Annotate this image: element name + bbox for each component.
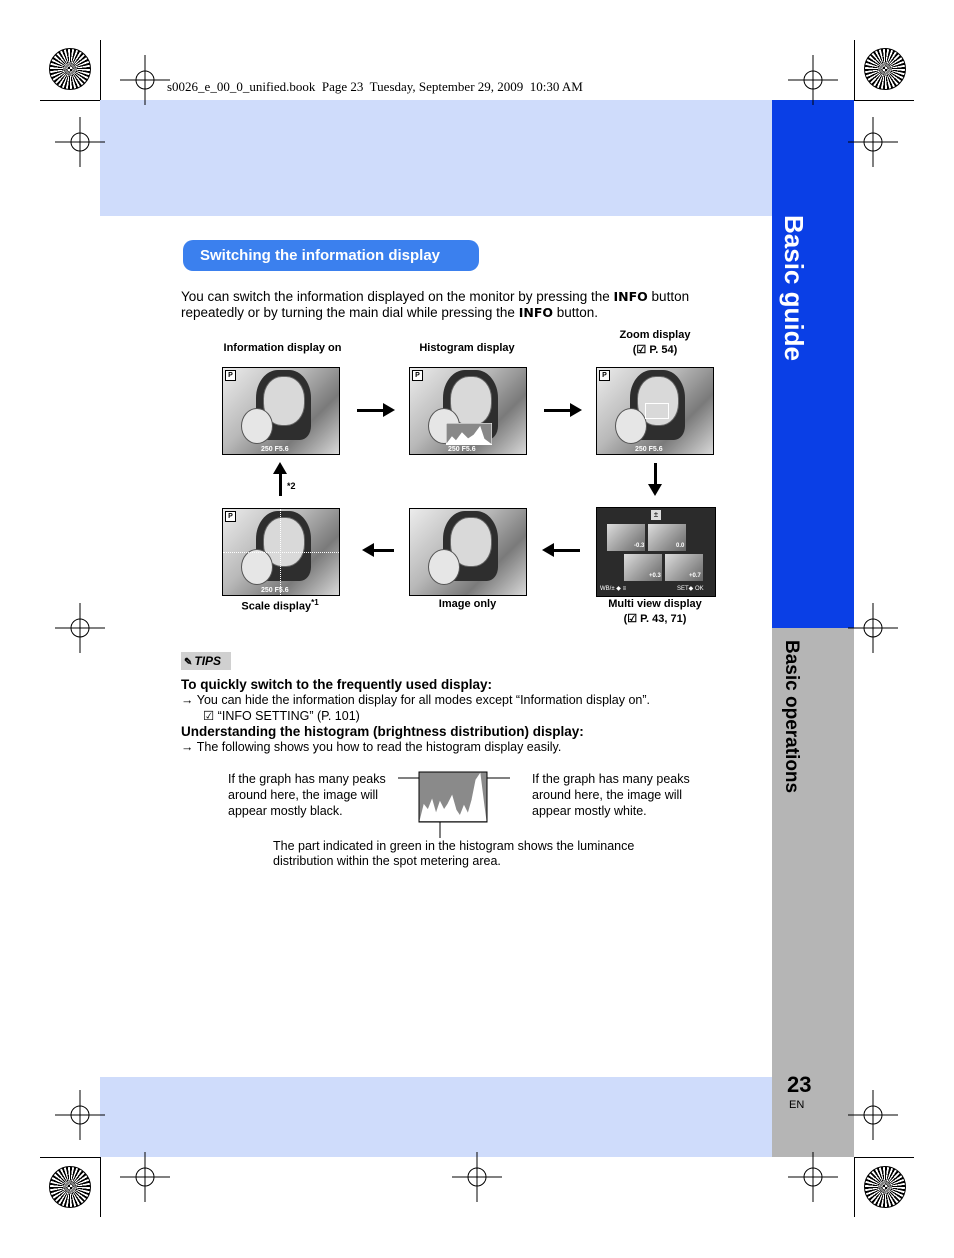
info-button-label: INFO bbox=[613, 289, 648, 304]
exposure-readout: 250 F5.6 bbox=[261, 446, 289, 453]
crop-line bbox=[40, 100, 100, 101]
tips-badge bbox=[181, 652, 231, 670]
intro-text-1: You can switch the information displayed on the monitor by pressing the bbox=[181, 289, 614, 304]
screen-zoom-display bbox=[596, 367, 714, 455]
screen-information-display-on bbox=[222, 367, 340, 455]
label-zoom-display: Zoom display bbox=[619, 329, 691, 341]
mode-indicator: P bbox=[225, 511, 236, 522]
label-zoom-ref: (☑ P. 54) bbox=[632, 344, 678, 356]
page-number: 23 bbox=[787, 1072, 812, 1097]
label-multi-view-display: Multi view display bbox=[608, 598, 702, 610]
tips-heading-2: Understanding the histogram (brightness distribution) display: bbox=[181, 724, 584, 739]
arrow-note: *2 bbox=[287, 481, 296, 491]
screen-image-only bbox=[409, 508, 527, 596]
top-band bbox=[100, 100, 772, 216]
exposure-readout: 250 F5.6 bbox=[448, 446, 476, 453]
scale-line-vertical bbox=[280, 509, 282, 595]
label-information-display-on: Information display on bbox=[223, 342, 342, 354]
photo-baby bbox=[241, 549, 273, 585]
intro-paragraph bbox=[181, 289, 741, 321]
histogram-note-right: If the graph has many peaks around here, the image will appear mostly white. bbox=[532, 772, 690, 818]
intro-text-2: button repeatedly or by turning the main dial while pressing the bbox=[181, 289, 690, 320]
zoom-frame bbox=[645, 403, 669, 419]
intro-text-3: button. bbox=[552, 305, 599, 320]
mode-indicator: P bbox=[225, 370, 236, 381]
mini-histogram bbox=[446, 423, 492, 445]
arrow-up-icon bbox=[279, 472, 282, 496]
arrow-right-icon bbox=[357, 409, 385, 412]
header-file-info: s0026_e_00_0_unified.book Page 23 Tuesday, September 29, 2009 10:30 AM bbox=[167, 79, 583, 94]
arrow-bullet-icon: → bbox=[181, 740, 197, 754]
tips-item-1-ref: ☑ “INFO SETTING” (P. 101) bbox=[203, 709, 360, 723]
info-button-label: INFO bbox=[518, 305, 553, 320]
arrow-left-icon bbox=[552, 549, 580, 552]
tips-item-2 bbox=[181, 740, 561, 755]
page-lang: EN bbox=[789, 1099, 805, 1111]
screen-histogram-display bbox=[409, 367, 527, 455]
crop-line bbox=[100, 1157, 101, 1217]
crop-line bbox=[854, 1157, 914, 1158]
multi-value: 0.0 bbox=[676, 543, 685, 549]
starburst-icon bbox=[864, 1166, 906, 1208]
multi-left-hint: WB/± ◆ ≡ bbox=[600, 586, 627, 592]
mode-indicator: P bbox=[412, 370, 423, 381]
tips-icon: ✎ bbox=[184, 657, 193, 668]
section-title: Switching the information display bbox=[183, 240, 479, 271]
photo-baby bbox=[241, 408, 273, 444]
label-scale-display bbox=[210, 598, 350, 613]
exposure-readout: 250 F5.6 bbox=[261, 587, 289, 594]
mode-indicator: P bbox=[599, 370, 610, 381]
tips-item-1-text: You can hide the information display for all modes except “Information display on”. bbox=[196, 693, 651, 707]
multi-top-icon: ± bbox=[651, 510, 661, 520]
crop-line bbox=[100, 40, 101, 100]
arrow-down-icon bbox=[654, 463, 657, 486]
multi-value: +0.3 bbox=[649, 573, 661, 579]
exposure-readout: 250 F5.6 bbox=[635, 446, 663, 453]
scale-note: *1 bbox=[311, 598, 319, 607]
histogram-note-bottom: The part indicated in green in the histogram shows the luminance distribution within the spot metering area. bbox=[273, 839, 635, 868]
bottom-band bbox=[100, 1077, 772, 1157]
label-histogram-display: Histogram display bbox=[419, 342, 515, 354]
multi-value: +0.7 bbox=[689, 573, 701, 579]
label-image-only: Image only bbox=[438, 598, 497, 610]
screen-scale-display bbox=[222, 508, 340, 596]
crop-line bbox=[854, 1157, 855, 1217]
multi-value: -0.3 bbox=[634, 543, 645, 549]
photo-baby bbox=[615, 408, 647, 444]
arrow-right-icon bbox=[544, 409, 572, 412]
tips-item-1 bbox=[181, 693, 650, 708]
label-multi-view-ref: (☑ P. 43, 71) bbox=[623, 613, 687, 625]
crop-line bbox=[40, 1157, 100, 1158]
screen-multi-view-display bbox=[596, 507, 716, 597]
tab-basic-guide-label: Basic guide bbox=[779, 215, 809, 361]
photo-baby bbox=[428, 549, 460, 585]
arrow-left-icon bbox=[372, 549, 394, 552]
histogram-graph bbox=[398, 770, 510, 840]
histogram-note-left: If the graph has many peaks around here, the image will appear mostly black. bbox=[228, 772, 386, 818]
starburst-icon bbox=[49, 1166, 91, 1208]
tips-label: TIPS bbox=[194, 654, 222, 668]
label-scale-display-text: Scale display bbox=[241, 600, 312, 613]
tab-basic-operations-label: Basic operations bbox=[781, 640, 802, 794]
starburst-icon bbox=[49, 48, 91, 90]
tab-basic-guide bbox=[772, 100, 854, 628]
arrow-bullet-icon: → bbox=[181, 693, 197, 707]
tips-item-2-text: The following shows you how to read the histogram display easily. bbox=[196, 740, 562, 754]
multi-right-hint: SET◆ OK bbox=[677, 586, 704, 592]
crop-line bbox=[854, 100, 914, 101]
tips-heading-1: To quickly switch to the frequently used display: bbox=[181, 677, 493, 692]
crop-line bbox=[854, 40, 855, 100]
starburst-icon bbox=[864, 48, 906, 90]
